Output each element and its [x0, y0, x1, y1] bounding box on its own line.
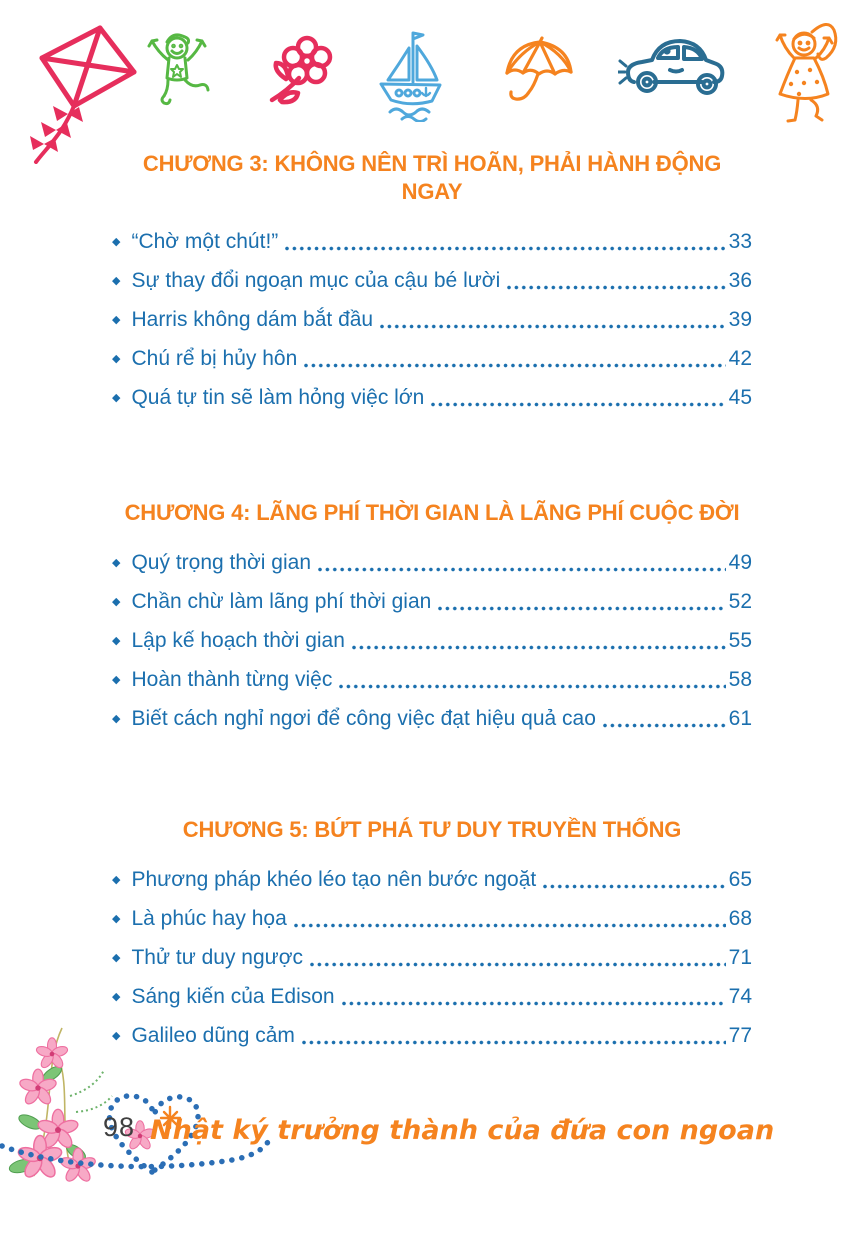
toc-item-label: Chú rể bị hủy hôn — [131, 346, 298, 370]
toc-item-page: 42 — [728, 346, 752, 370]
toc-item-label: Chần chừ làm lãng phí thời gian — [131, 589, 432, 613]
leader-dots — [304, 362, 725, 369]
table-of-contents — [112, 0, 752, 1055]
leader-dots — [339, 683, 725, 690]
toc-item-page: 74 — [728, 984, 752, 1008]
diamond-bullet-icon: ◆ — [112, 353, 121, 365]
toc-item-label: Là phúc hay họa — [131, 906, 287, 930]
toc-item-page: 58 — [728, 667, 752, 691]
toc-item-label: Hoàn thành từng việc — [131, 667, 333, 691]
toc-item — [112, 899, 752, 938]
diamond-bullet-icon: ◆ — [112, 236, 121, 248]
footer-page-number: 98 — [102, 1112, 136, 1142]
toc-item-label: Quý trọng thời gian — [131, 550, 312, 574]
toc-item-page: 39 — [728, 307, 752, 331]
leader-dots — [431, 401, 725, 408]
footer-book-title: Nhật ký trưởng thành của đứa con ngoan — [150, 1115, 775, 1146]
toc-item — [112, 1016, 752, 1055]
toc-item-label: Sự thay đổi ngoạn mục của cậu bé lười — [131, 268, 501, 292]
toc-item — [112, 977, 752, 1016]
leader-dots — [352, 644, 726, 651]
toc-item-label: “Chờ một chút!” — [131, 229, 279, 253]
toc-item — [112, 543, 752, 582]
diamond-bullet-icon: ◆ — [112, 635, 121, 647]
chapter-4-list — [112, 543, 752, 738]
toc-item-label: Phương pháp khéo léo tạo nên bước ngoặt — [131, 867, 537, 891]
toc-item — [112, 261, 752, 300]
toc-item-page: 33 — [728, 229, 752, 253]
toc-item-page: 55 — [728, 628, 752, 652]
toc-item-label: Thử tư duy ngược — [131, 945, 303, 969]
toc-item-page: 71 — [728, 945, 752, 969]
toc-item — [112, 938, 752, 977]
toc-item-label: Quá tự tin sẽ làm hỏng việc lớn — [131, 385, 425, 409]
diamond-bullet-icon: ◆ — [112, 314, 121, 326]
toc-item — [112, 222, 752, 261]
diamond-bullet-icon: ◆ — [112, 1030, 121, 1042]
toc-item — [112, 378, 752, 417]
chapter-3-section — [112, 150, 752, 417]
toc-item — [112, 860, 752, 899]
diamond-bullet-icon: ◆ — [112, 674, 121, 686]
toc-item — [112, 582, 752, 621]
leader-dots — [294, 922, 726, 929]
diamond-bullet-icon: ◆ — [112, 913, 121, 925]
chapter-3-list — [112, 222, 752, 417]
leader-dots — [438, 605, 725, 612]
toc-item-page: 45 — [728, 385, 752, 409]
diamond-bullet-icon: ◆ — [112, 713, 121, 725]
leader-dots — [310, 961, 726, 968]
toc-item-label: Lập kế hoạch thời gian — [131, 628, 345, 652]
toc-item — [112, 621, 752, 660]
toc-item-page: 49 — [728, 550, 752, 574]
toc-item-label: Galileo dũng cảm — [131, 1023, 295, 1047]
chapter-3-title: CHƯƠNG 3: KHÔNG NÊN TRÌ HOÃN, PHẢI HÀNH ĐỘNG NGAY — [142, 151, 722, 204]
leader-dots — [302, 1039, 726, 1046]
diamond-bullet-icon: ◆ — [112, 392, 121, 404]
toc-item-page: 52 — [728, 589, 752, 613]
chapter-5-list — [112, 860, 752, 1055]
chapter-4-section — [112, 499, 752, 738]
leader-dots — [380, 323, 726, 330]
toc-item — [112, 660, 752, 699]
chapter-5-section — [112, 816, 752, 1055]
toc-item-label: Sáng kiến của Edison — [131, 984, 335, 1008]
toc-item-page: 65 — [728, 867, 752, 891]
leader-dots — [507, 284, 725, 291]
toc-item-page: 61 — [728, 706, 752, 730]
leader-dots — [318, 566, 726, 573]
toc-item — [112, 699, 752, 738]
toc-item — [112, 339, 752, 378]
toc-item — [112, 300, 752, 339]
toc-item-label: Harris không dám bắt đầu — [131, 307, 374, 331]
toc-item-label: Biết cách nghỉ ngơi để công việc đạt hiệu quả cao — [131, 706, 596, 730]
leader-dots — [543, 883, 725, 890]
diamond-bullet-icon: ◆ — [112, 952, 121, 964]
diamond-bullet-icon: ◆ — [112, 991, 121, 1003]
diamond-bullet-icon: ◆ — [112, 596, 121, 608]
diamond-bullet-icon: ◆ — [112, 557, 121, 569]
dancing-girl-icon — [764, 20, 850, 131]
leader-dots — [342, 1000, 726, 1007]
leader-dots — [285, 245, 725, 252]
chapter-4-title: CHƯƠNG 4: LÃNG PHÍ THỜI GIAN LÀ LÃNG PHÍ CUỘC ĐỜI — [124, 500, 740, 525]
toc-item-page: 77 — [728, 1023, 752, 1047]
chapter-5-title: CHƯƠNG 5: BỨT PHÁ TƯ DUY TRUYỀN THỐNG — [182, 817, 682, 842]
toc-item-page: 36 — [728, 268, 752, 292]
leader-dots — [603, 722, 726, 729]
diamond-bullet-icon: ◆ — [112, 874, 121, 886]
toc-item-page: 68 — [728, 906, 752, 930]
diamond-bullet-icon: ◆ — [112, 275, 121, 287]
